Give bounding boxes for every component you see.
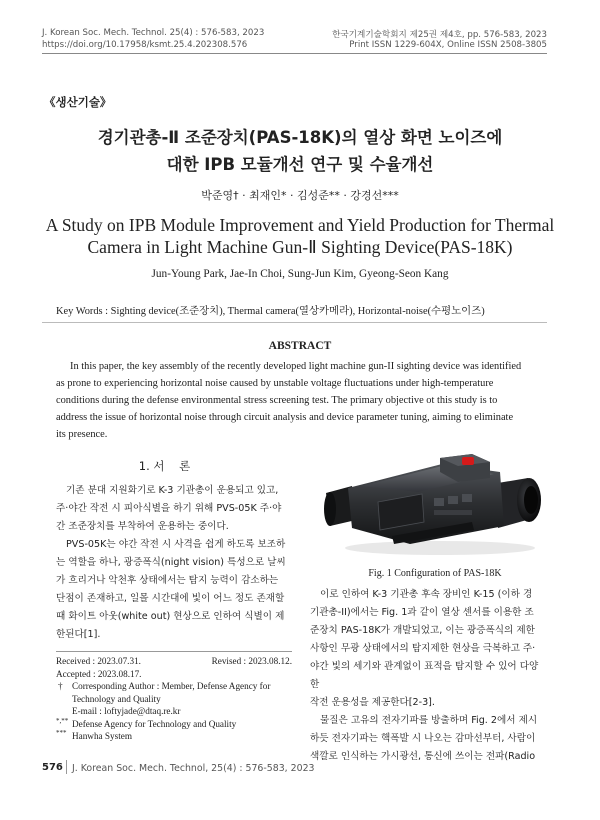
revised-date: Revised : 2023.08.12. bbox=[211, 656, 292, 666]
figure-1-caption: Fig. 1 Configuration of PAS-18K bbox=[368, 568, 502, 579]
body-line: 사항인 무광 상태에서의 탐지제한 현상을 극복하고 주· bbox=[310, 643, 536, 654]
body-line: 는 역할을 하나, 광증폭식(night vision) 특성으로 날씨 bbox=[56, 557, 286, 568]
authors-en: Jun-Young Park, Jae-In Choi, Sung-Jun Kim, Gyeong-Seon Kang bbox=[151, 268, 449, 280]
figure-1-image bbox=[322, 448, 548, 558]
footer-divider bbox=[66, 760, 67, 774]
body-line: 간 조준장치를 부착하여 운용하는 중이다. bbox=[56, 521, 229, 532]
body-line: 하듯 전자기파는 핵폭발 시 나오는 감마선부터, 사람이 bbox=[310, 733, 536, 744]
body-line: PVS-05K는 야간 작전 시 사격을 쉽게 하도록 보조하 bbox=[66, 539, 286, 550]
intro-paragraphs bbox=[56, 482, 292, 644]
journal-citation-kr: 한국기계기술학회지 제25권 제4호, pp. 576-583, 2023 bbox=[332, 30, 547, 40]
corresponding-author-cont: Technology and Quality bbox=[72, 693, 161, 704]
title-en-line-1: A Study on IPB Module Improvement and Yield Production for Thermal bbox=[45, 215, 555, 235]
footnotes bbox=[56, 655, 292, 743]
abstract-line: address the issue of horizontal noise through circuit analysis and device parameter tuning, aiming to eliminate bbox=[56, 412, 514, 423]
abstract-line: In this paper, the key assembly of the recently developed light machine gun-II sighting device was identified bbox=[70, 361, 522, 372]
abstract-line: its presence. bbox=[56, 429, 108, 440]
body-line: 주·야간 작전 시 피아식별을 하기 위해 PVS-05K 주·야 bbox=[56, 503, 282, 514]
doi-link[interactable]: https://doi.org/10.17958/ksmt.25.4.202308.576 bbox=[42, 40, 248, 50]
keywords-rule bbox=[42, 322, 547, 323]
authors-kr: 박준영† · 최재인* · 김성준** · 강경선*** bbox=[201, 189, 399, 202]
body-line: 단점이 존재하고, 일몰 시간대에 빛이 어느 정도 존재할 bbox=[56, 593, 285, 604]
body-line: 야간 빛의 세기와 관계없이 표적을 탐지할 수 있어 다양한 bbox=[310, 661, 539, 690]
body-line: 준장치 PAS-18K가 개발되었고, 이는 광증폭식의 제한 bbox=[310, 625, 535, 636]
abstract-heading: ABSTRACT bbox=[268, 340, 332, 352]
abstract-body bbox=[56, 358, 544, 443]
body-line: 이로 인하여 K-3 기관총 후속 장비인 K-15 (이하 경 bbox=[320, 589, 533, 600]
author-email[interactable]: E-mail : loftyjade@dtaq.re.kr bbox=[72, 706, 181, 716]
title-en-line-2: Camera in Light Machine Gun-Ⅱ Sighting Device(PAS-18K) bbox=[87, 237, 513, 257]
issn: Print ISSN 1229-604X, Online ISSN 2508-3805 bbox=[349, 40, 547, 50]
body-line: 한된다[1]. bbox=[56, 629, 101, 640]
abstract-line: conditions during the defense environmental stress screening test. The primary objective ot this study is to bbox=[56, 395, 498, 406]
page-number: 576 bbox=[42, 762, 63, 773]
body-line: 작전 운용성을 제공한다[2-3]. bbox=[310, 697, 435, 708]
section-1-heading: 1. 서 론 bbox=[138, 459, 191, 473]
title-kr-line-2: 대한 IPB 모듈개선 연구 및 수율개선 bbox=[166, 155, 434, 174]
footer-journal: J. Korean Soc. Mech. Technol, 25(4) : 576-583, 2023 bbox=[72, 763, 315, 774]
red-indicator-icon bbox=[462, 457, 474, 465]
header-rule bbox=[42, 53, 547, 54]
right-column-paragraphs bbox=[310, 586, 546, 766]
keywords: Key Words : Sighting device(조준장치), Thermal camera(열상카메라), Horizontal-noise(수평노이즈) bbox=[56, 306, 485, 317]
body-line: 기관총-II)에서는 Fig. 1과 같이 열상 센서를 이용한 조 bbox=[310, 607, 534, 618]
abstract-line: as prone to experiencing horizontal noise caused by unstable voltage fluctuations under high-temperature bbox=[56, 378, 494, 389]
affiliation-mark: *** bbox=[56, 729, 67, 737]
body-line: 기존 분대 지원화기로 K-3 기관총이 운용되고 있고, bbox=[66, 485, 279, 496]
body-line: 가 흐리거나 악천후 상태에서는 탐지 능력이 감소하는 bbox=[56, 575, 279, 586]
body-line: 때 화이트 아웃(white out) 현상으로 인하여 식별이 제 bbox=[56, 611, 285, 622]
dagger-mark: † bbox=[58, 681, 63, 691]
accepted-date: Accepted : 2023.08.17. bbox=[56, 668, 142, 679]
body-line: 색깔로 인식하는 가시광선, 통신에 쓰이는 전파(Radio bbox=[310, 751, 536, 762]
title-kr-line-1: 경기관총-Ⅱ 조준장치(PAS-18K)의 열상 화면 노이즈에 bbox=[97, 128, 503, 147]
affiliation-2: Hanwha System bbox=[72, 731, 132, 741]
journal-citation: J. Korean Soc. Mech. Technol. 25(4) : 576-583, 2023 bbox=[42, 28, 265, 38]
corresponding-author: Corresponding Author : Member, Defense Agency for bbox=[72, 681, 271, 691]
received-date: Received : 2023.07.31. bbox=[56, 656, 141, 666]
footnote-rule bbox=[56, 651, 292, 652]
section-tag: 《생산기술》 bbox=[44, 95, 112, 109]
body-line: 물질은 고유의 전자기파를 방출하며 Fig. 2에서 제시 bbox=[320, 715, 538, 726]
affiliation-1: Defense Agency for Technology and Quality bbox=[72, 718, 237, 729]
affiliation-mark: *,** bbox=[56, 716, 69, 725]
